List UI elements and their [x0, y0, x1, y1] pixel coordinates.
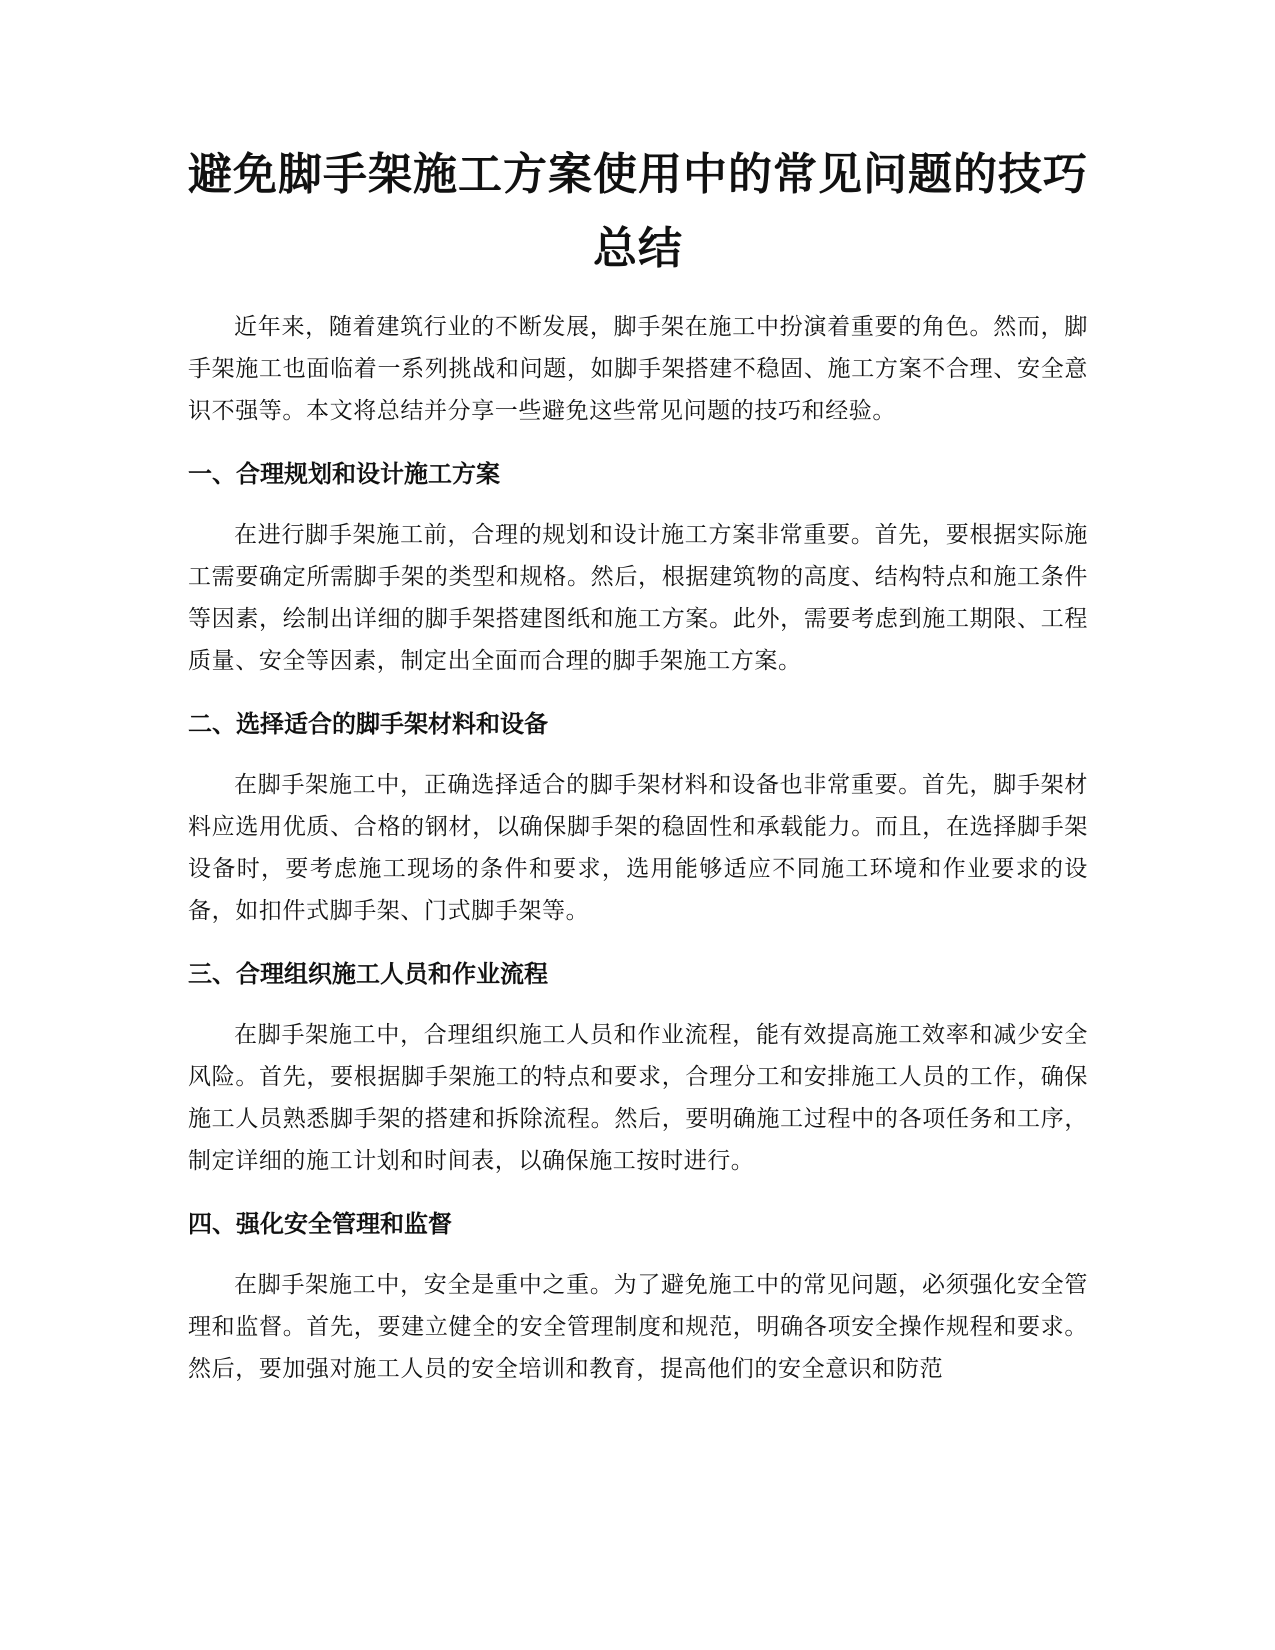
document-page	[188, 138, 1088, 1390]
section-heading-2: 二、选择适合的脚手架材料和设备	[188, 710, 548, 738]
document-title: 避免脚手架施工方案使用中的常见问题的技巧总结	[188, 149, 1088, 274]
section-body-4: 在脚手架施工中，安全是重中之重。为了避免施工中的常见问题，必须强化安全管理和监督。首先，要建立健全的安全管理制度和规范，明确各项安全操作规程和要求。然后，要加强对施工人员的安全培训和教育，提高他们的安全意识和防范	[188, 1272, 1088, 1382]
section-body-2: 在脚手架施工中，正确选择适合的脚手架材料和设备也非常重要。首先，脚手架材料应选用优质、合格的钢材，以确保脚手架的稳固性和承载能力。而且，在选择脚手架设备时，要考虑施工现场的条件和要求，选用能够适应不同施工环境和作业要求的设备，如扣件式脚手架、门式脚手架等。	[188, 772, 1088, 924]
section-heading-4: 四、强化安全管理和监督	[188, 1210, 452, 1238]
intro-paragraph: 近年来，随着建筑行业的不断发展，脚手架在施工中扮演着重要的角色。然而，脚手架施工也面临着一系列挑战和问题，如脚手架搭建不稳固、施工方案不合理、安全意识不强等。本文将总结并分享一些避免这些常见问题的技巧和经验。	[188, 314, 1088, 424]
section-heading-1: 一、合理规划和设计施工方案	[188, 460, 500, 488]
section-body-1: 在进行脚手架施工前，合理的规划和设计施工方案非常重要。首先，要根据实际施工需要确定所需脚手架的类型和规格。然后，根据建筑物的高度、结构特点和施工条件等因素，绘制出详细的脚手架搭建图纸和施工方案。此外，需要考虑到施工期限、工程质量、安全等因素，制定出全面而合理的脚手架施工方案。	[188, 522, 1088, 674]
section-heading-3: 三、合理组织施工人员和作业流程	[188, 960, 548, 988]
section-body-3: 在脚手架施工中，合理组织施工人员和作业流程，能有效提高施工效率和减少安全风险。首先，要根据脚手架施工的特点和要求，合理分工和安排施工人员的工作，确保施工人员熟悉脚手架的搭建和拆除流程。然后，要明确施工过程中的各项任务和工序，制定详细的施工计划和时间表，以确保施工按时进行。	[188, 1022, 1088, 1174]
